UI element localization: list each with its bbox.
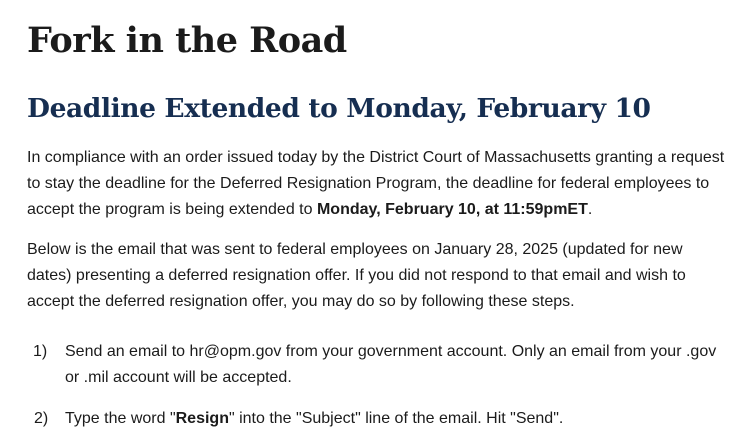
deadline-date: Monday, February 10, at 11:59pmET	[316, 201, 588, 218]
deadline-paragraph-end: .	[587, 201, 593, 218]
section-heading: Deadline Extended to Monday, February 10	[27, 93, 651, 124]
step-number: 1)	[33, 343, 48, 360]
step-text: Send an email to hr@opm.gov from your government account. Only an email from your .gov or .mil account will be accepted.	[65, 343, 717, 386]
email-intro-paragraph: Below is the email that was sent to federal employees on January 28, 2025 (updated for new dates) presenting a deferred resignation offer. If you did not respond to that email and wish to accept the deferred resignation offer, you may do so by following these steps.	[27, 241, 686, 310]
list-item	[27, 339, 725, 391]
deadline-paragraph-text: In compliance with an order issued today by the District Court of Massachusetts granting a request to stay the deadline for the Deferred Resignation Program, the deadline for federal employees to accept the program is being extended to	[27, 149, 725, 218]
deadline-paragraph	[27, 145, 725, 223]
step-text-before: Type the word "	[65, 410, 176, 427]
step-text-after: " into the "Subject" line of the email. Hit "Send".	[228, 410, 564, 427]
step-number: 2)	[34, 410, 49, 427]
page-title: Fork in the Road	[27, 20, 347, 61]
list-item	[27, 406, 725, 432]
resign-keyword: Resign	[175, 410, 229, 427]
step-text	[65, 410, 563, 427]
steps-list	[27, 339, 725, 447]
